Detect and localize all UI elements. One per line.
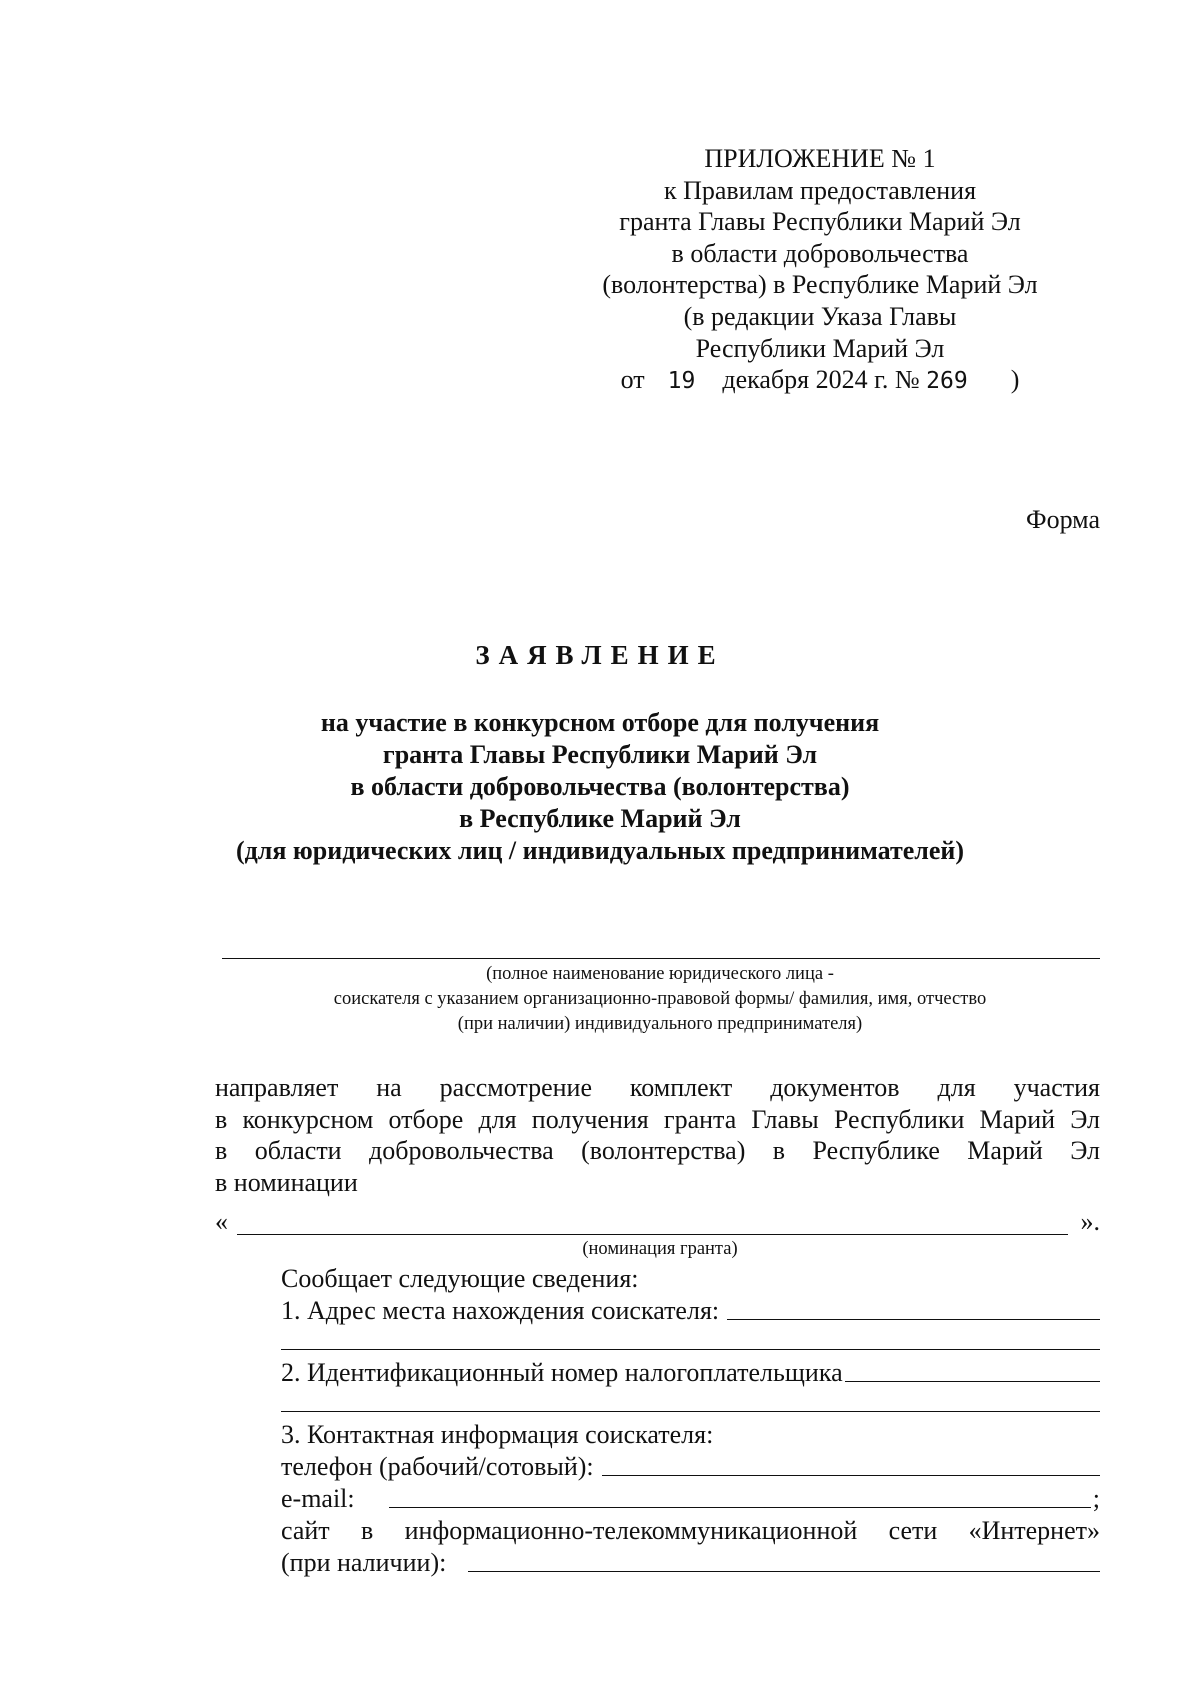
subtitle-line: в области добровольчества (волонтерства) xyxy=(350,772,850,801)
body-paragraph xyxy=(215,1072,1100,1198)
contact-row xyxy=(281,1418,1100,1450)
decree-date-line xyxy=(560,364,1080,398)
email-field[interactable] xyxy=(389,1507,1091,1508)
applicant-name-hint xyxy=(200,962,1120,1037)
hint-line: (при наличии) индивидуального предпринимателя) xyxy=(457,1014,863,1034)
open-quote: « xyxy=(215,1207,228,1236)
website-presence-label: (при наличии): xyxy=(281,1547,447,1577)
decree-day: 19 xyxy=(667,368,696,395)
website-presence-row xyxy=(281,1546,1100,1578)
appendix-title: ПРИЛОЖЕНИЕ № 1 xyxy=(704,144,936,173)
subtitle-line: на участие в конкурсном отборе для получения xyxy=(320,708,880,737)
address-row xyxy=(281,1294,1100,1326)
inn-label: 2. Идентификационный номер налогоплательщика xyxy=(281,1357,843,1387)
contact-label: 3. Контактная информация соискателя: xyxy=(281,1419,714,1449)
nomination-hint: (номинация гранта) xyxy=(582,1239,738,1259)
address-label: 1. Адрес места нахождения соискателя: xyxy=(281,1295,720,1325)
inn-field-continuation[interactable] xyxy=(281,1411,1100,1412)
applicant-name-field[interactable] xyxy=(222,958,1100,959)
address-field[interactable] xyxy=(727,1319,1100,1320)
form-label: Форма xyxy=(1026,505,1100,534)
address-continuation-row xyxy=(281,1326,1100,1356)
address-field-continuation[interactable] xyxy=(281,1349,1100,1350)
applicant-details xyxy=(281,1262,1100,1578)
body-line: в конкурсном отборе для получения гранта Главы Республики Марий Эл xyxy=(215,1104,1100,1134)
phone-row xyxy=(281,1450,1100,1482)
hint-line: соискателя с указанием организационно-правовой формы/ фамилия, имя, отчество xyxy=(333,989,987,1009)
document-title: ЗАЯВЛЕНИЕ xyxy=(475,640,725,670)
phone-label: телефон (рабочий/сотовый): xyxy=(281,1451,594,1481)
document-subtitle xyxy=(0,707,1200,867)
body-line: направляет на рассмотрение комплект документов для участия xyxy=(215,1073,1100,1102)
appendix-line: в области добровольчества xyxy=(671,238,969,268)
appendix-header xyxy=(560,143,1080,398)
body-line: в номинации xyxy=(215,1167,358,1197)
appendix-line: (в редакции Указа Главы xyxy=(683,301,957,331)
subtitle-line: (для юридических лиц / индивидуальных предпринимателей) xyxy=(235,836,965,865)
appendix-line: (волонтерства) в Республике Марий Эл xyxy=(602,270,1038,300)
date-suffix: ) xyxy=(1010,365,1020,395)
email-end: ; xyxy=(1092,1483,1100,1513)
inn-field[interactable] xyxy=(845,1381,1100,1382)
details-intro: Сообщает следующие сведения: xyxy=(281,1263,639,1293)
nomination-field-row xyxy=(215,1207,1100,1241)
appendix-line: Республики Марий Эл xyxy=(695,333,945,363)
close-quote: ». xyxy=(1080,1207,1100,1236)
decree-number: 269 xyxy=(926,368,968,395)
nomination-field[interactable] xyxy=(237,1234,1068,1235)
phone-field[interactable] xyxy=(602,1475,1100,1476)
subtitle-line: в Республике Марий Эл xyxy=(459,804,741,833)
website-field[interactable] xyxy=(468,1571,1100,1572)
subtitle-line: гранта Главы Республики Марий Эл xyxy=(382,740,818,769)
date-prefix: от xyxy=(620,365,645,395)
website-label: сайт в информационно-телекоммуникационной сети «Интернет» xyxy=(281,1515,1100,1545)
email-label: e-mail: xyxy=(281,1483,355,1513)
inn-continuation-row xyxy=(281,1388,1100,1418)
body-line: в области добровольчества (волонтерства) в Республике Марий Эл xyxy=(215,1136,1100,1165)
appendix-line: к Правилам предоставления xyxy=(663,175,977,205)
inn-row xyxy=(281,1356,1100,1388)
email-row xyxy=(281,1482,1100,1514)
website-row xyxy=(281,1514,1100,1546)
intro-row xyxy=(281,1262,1100,1294)
hint-line: (полное наименование юридического лица - xyxy=(486,964,834,984)
date-rest: декабря 2024 г. № xyxy=(722,365,920,395)
appendix-line: гранта Главы Республики Марий Эл xyxy=(619,207,1021,237)
